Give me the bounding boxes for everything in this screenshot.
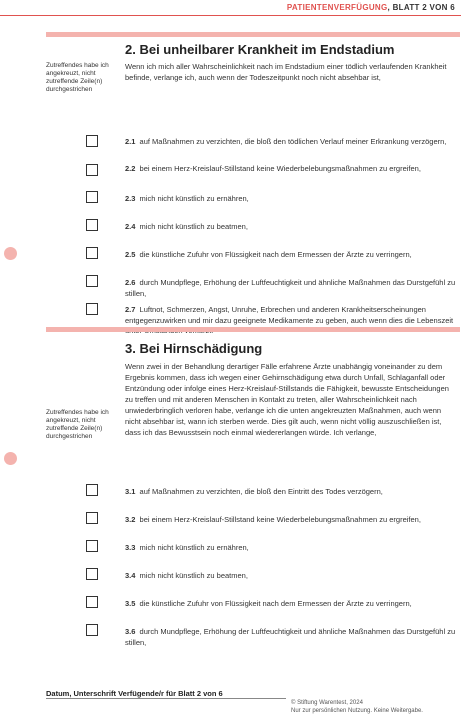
header-sheet-number: , BLATT 2 VON 6 <box>387 3 455 12</box>
usage-text: Nur zur persönlichen Nutzung. Keine Weitergabe. <box>291 708 423 714</box>
item-number: 3.4 <box>125 571 136 580</box>
section-divider <box>46 327 460 332</box>
checkbox-3-5[interactable] <box>86 596 98 608</box>
checkbox-2-5[interactable] <box>86 247 98 259</box>
checkbox-2-4[interactable] <box>86 219 98 231</box>
list-item-3-6 <box>125 627 458 648</box>
list-item-2-6 <box>125 278 458 299</box>
page-header <box>287 3 455 12</box>
checkbox-3-4[interactable] <box>86 568 98 580</box>
list-item-2-3 <box>125 194 458 205</box>
item-number: 2.3 <box>125 194 136 203</box>
checkbox-2-3[interactable] <box>86 191 98 203</box>
checkbox-2-7[interactable] <box>86 303 98 315</box>
list-item-2-5 <box>125 250 458 261</box>
binder-hole-marker <box>4 247 17 260</box>
list-item-2-2 <box>125 164 458 175</box>
item-number: 3.3 <box>125 543 136 552</box>
item-number: 3.2 <box>125 515 136 524</box>
section-divider <box>46 32 460 37</box>
side-note: Zutreffendes habe ich angekreuzt, nicht zutreffende Zeile(n) durchgestrichen <box>46 409 109 440</box>
item-text: auf Maßnahmen zu verzichten, die bloß den Eintritt des Todes verzögern, <box>139 487 383 496</box>
copyright-text: © Stiftung Warentest, 2024 <box>291 700 363 706</box>
signature-line <box>46 698 286 699</box>
header-title: PATIENTENVERFÜGUNG <box>286 3 388 12</box>
item-text: durch Mundpflege, Erhöhung der Luftfeuchtigkeit und ähnliche Maßnahmen das Durstgefühl zu stillen, <box>125 627 456 647</box>
item-number: 2.7 <box>125 305 136 314</box>
item-number: 3.6 <box>125 627 136 636</box>
item-text: Luftnot, Schmerzen, Angst, Unruhe, Erbrechen und anderen Krankheitserscheinungen entgegenzuwirken und mir dazu geeignete Medikamente zu geben, auch wenn dies die Lebenszeit <box>125 305 454 325</box>
item-number: 2.4 <box>125 222 136 231</box>
item-number: 2.1 <box>125 137 136 146</box>
item-number: 2.5 <box>125 250 136 259</box>
item-text: mich nicht künstlich zu ernähren, <box>139 194 249 203</box>
list-item-3-3 <box>125 543 458 554</box>
section-2-intro: Wenn ich mich aller Wahrscheinlichkeit nach im Endstadium einer tödlich verlaufenden Krankheit befinde, verlange ich, auch wenn der Todeszeitpunkt noch nicht absehbar ist, <box>125 62 447 82</box>
list-item-3-4 <box>125 571 458 582</box>
section-3-title: 3. Bei Hirnschädigung <box>125 341 263 356</box>
list-item-2-4 <box>125 222 458 233</box>
list-item-2-1 <box>125 137 458 148</box>
item-text: durch Mundpflege, Erhöhung der Luftfeuchtigkeit und ähnliche Maßnahmen das Durstgefühl zu stillen, <box>125 278 456 298</box>
signature-label: Datum, Unterschrift Verfügende/r für Blatt 2 von 6 <box>46 689 223 698</box>
item-number: 3.5 <box>125 599 136 608</box>
item-text: bei einem Herz-Kreislauf-Stillstand keine Wiederbelebungsmaßnahmen zu ergreifen, <box>139 164 421 173</box>
section-2-title: 2. Bei unheilbarer Krankheit im Endstadium <box>125 42 395 57</box>
copyright-note <box>291 699 423 715</box>
binder-hole-marker <box>4 452 17 465</box>
item-text: die künstliche Zufuhr von Flüssigkeit nach dem Ermessen der Ärzte zu verringern, <box>139 250 412 259</box>
section-3-intro: Wenn zwei in der Behandlung derartiger Fälle erfahrene Ärzte unabhängig voneinander zu dem Ergebnis kommen, dass ich wegen einer Gehirnschädigung etwa durch Unfall, Schlaganfall oder Entzündung oder infolge eines Herz-Kreislauf-Stillstands die Fähigkeit, bewusste Entscheidungen zu treffen und mit anderen Menschen in Kontakt zu treten, aller Wahrscheinlichkeit nach unwiederbringlich verloren habe, verlange ich die unten angekreuzten Maßnahmen, auch wenn nicht absehbar ist, wann ich sterben werde. Dies gilt auch, wenn nicht völlig auszuschließen ist, dass ich das Bewusstsein noch einmal wiedererlangen würde. Ich verlange, <box>125 362 449 437</box>
item-text: mich nicht künstlich zu beatmen, <box>139 571 248 580</box>
list-item-3-1 <box>125 487 458 498</box>
list-item-3-2 <box>125 515 458 526</box>
item-number: 3.1 <box>125 487 136 496</box>
header-divider <box>0 15 461 16</box>
list-item-3-5 <box>125 599 458 610</box>
checkbox-2-2[interactable] <box>86 164 98 176</box>
item-text: auf Maßnahmen zu verzichten, die bloß den tödlichen Verlauf meiner Erkrankung verzögern, <box>139 137 447 146</box>
checkbox-3-6[interactable] <box>86 624 98 636</box>
checkbox-2-6[interactable] <box>86 275 98 287</box>
item-number: 2.2 <box>125 164 136 173</box>
item-text: mich nicht künstlich zu ernähren, <box>139 543 249 552</box>
item-text: die künstliche Zufuhr von Flüssigkeit nach dem Ermessen der Ärzte zu verringern, <box>139 599 412 608</box>
item-number: 2.6 <box>125 278 136 287</box>
checkbox-3-3[interactable] <box>86 540 98 552</box>
side-note: Zutreffendes habe ich angekreuzt, nicht zutreffende Zeile(n) durchgestrichen <box>46 62 109 93</box>
checkbox-2-1[interactable] <box>86 135 98 147</box>
checkbox-3-2[interactable] <box>86 512 98 524</box>
checkbox-3-1[interactable] <box>86 484 98 496</box>
item-text: bei einem Herz-Kreislauf-Stillstand keine Wiederbelebungsmaßnahmen zu ergreifen, <box>139 515 421 524</box>
item-text: mich nicht künstlich zu beatmen, <box>139 222 248 231</box>
